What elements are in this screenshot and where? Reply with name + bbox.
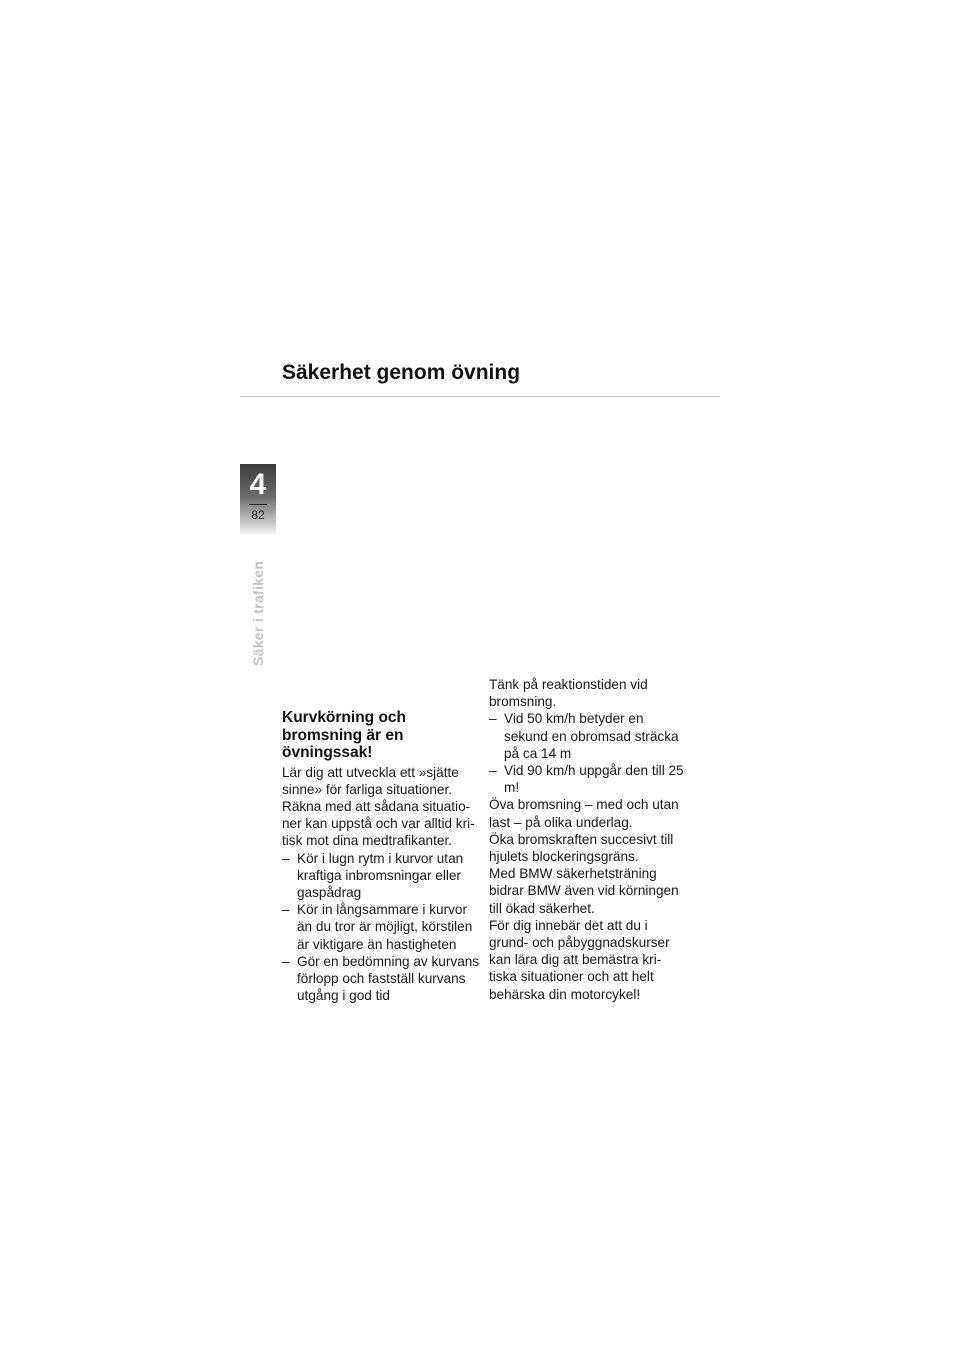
list-item: – Kör i lugn rytm i kurvor utan kraftiga inbromsningar eller gaspådrag bbox=[282, 850, 482, 902]
list-item: – Vid 50 km/h betyder en sekund en obromsad sträcka på ca 14 m bbox=[489, 710, 689, 762]
section-heading: Kurvkörning och bromsning är en övningssak! bbox=[282, 709, 407, 761]
paragraph: Räkna med att sådana situatio-ner kan uppstå och var alltid kri-tisk mot dina medtrafikanter. bbox=[282, 798, 475, 849]
page-number: 82 bbox=[251, 508, 265, 522]
chapter-tab bbox=[240, 464, 276, 534]
paragraph: Öva bromsning – med och utan last – på olika underlag. bbox=[489, 797, 679, 830]
dash-list bbox=[489, 710, 689, 796]
paragraph: För dig innebär det att du i grund- och påbyggnadskurser kan lära dig att bemästra kri-tiska situationer och att helt behärska din motorcykel! bbox=[489, 917, 670, 1002]
paragraph: Tänk på reaktionstiden vid bromsning. bbox=[489, 677, 648, 710]
list-item: – Vid 90 km/h uppgår den till 25 m! bbox=[489, 762, 689, 796]
chapter-number: 4 bbox=[249, 468, 267, 501]
paragraph: Öka bromskraften succesivt till hjulets blockeringsgräns. bbox=[489, 831, 674, 865]
left-column bbox=[282, 709, 482, 1004]
paragraph: Med BMW säkerhetsträning bidrar BMW även vid körningen till ökad säkerhet. bbox=[489, 866, 679, 916]
chapter-side-label: Säker i trafiken bbox=[250, 560, 266, 666]
list-item: – Kör in långsammare i kurvor än du tror är möjligt, körstilen är viktigare än hastigheten bbox=[282, 901, 482, 953]
title-divider bbox=[240, 396, 720, 397]
paragraph: Lär dig att utveckla ett »sjätte sinne» för farliga situationer. bbox=[282, 764, 459, 797]
page-title: Säkerhet genom övning bbox=[282, 361, 521, 384]
dash-list bbox=[282, 850, 482, 1005]
right-column bbox=[489, 676, 689, 1003]
list-item: – Gör en bedömning av kurvans förlopp och fastställ kurvans utgång i god tid bbox=[282, 953, 482, 1005]
chapter-divider bbox=[249, 504, 267, 505]
